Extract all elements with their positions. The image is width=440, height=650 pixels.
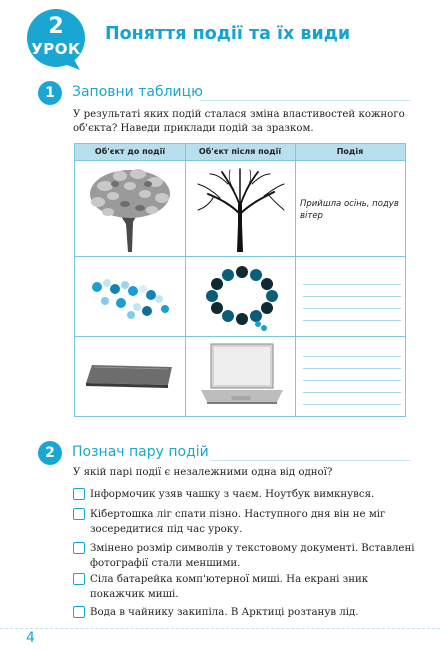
write-line: [303, 356, 401, 357]
option-checkbox[interactable]: [73, 488, 85, 500]
footer-divider: [0, 628, 440, 629]
closed-laptop-image: [80, 359, 180, 394]
option-checkbox[interactable]: [73, 606, 85, 618]
task1-divider: [200, 100, 410, 101]
lesson-badge: [22, 8, 90, 72]
table-header-after: Об'єкт після події: [198, 147, 282, 156]
option-checkbox[interactable]: [73, 573, 85, 585]
option-text: Змінено розмір символів у текстовому документі. Вставлені фотографії стали меншими.: [90, 543, 415, 569]
task1-text: У результаті яких подій сталася зміна властивостей кожного об'єкта? Наведи приклади подій за зразком.: [73, 109, 405, 134]
scattered-beads-image: [85, 269, 175, 324]
task2-title: Познач пару подій: [72, 444, 209, 460]
write-line: [303, 284, 401, 285]
lesson-word: УРОК: [31, 40, 81, 58]
task2-question: У якій парі події є незалежними одна від одної?: [73, 467, 333, 478]
events-table: [74, 143, 406, 417]
write-line: [303, 320, 401, 321]
option-checkbox[interactable]: [73, 508, 85, 520]
event-example: Прийшла осінь, подув вітер: [300, 199, 399, 221]
option-text: Сіла батарейка комп'ютерної миші. На екрані зник покажчик миші.: [90, 574, 369, 600]
table-divider: [185, 144, 186, 416]
write-line: [303, 296, 401, 297]
table-header-event: Подія: [336, 147, 364, 156]
write-line: [303, 368, 401, 369]
task2-number: 2: [38, 441, 62, 465]
task1-number: 1: [38, 81, 62, 105]
page-title: Поняття події та їх види: [105, 24, 351, 44]
option-text: Кібертошка ліг спати пізно. Наступного дня він не міг зосередитися під час уроку.: [90, 509, 386, 535]
open-laptop-image: [193, 340, 288, 410]
option-text: Інформочик узяв чашку з чаєм. Ноутбук вимкнувся.: [90, 489, 375, 500]
table-divider: [75, 336, 405, 337]
task1-title: Заповни таблицю: [72, 84, 203, 100]
page-number: 4: [26, 630, 35, 646]
table-header-before: Об'єкт до події: [94, 147, 166, 156]
table-divider: [75, 256, 405, 257]
table-divider: [75, 160, 405, 161]
write-line: [303, 404, 401, 405]
option-text: Вода в чайнику закипіла. В Арктиці розтанув лід.: [90, 607, 359, 618]
write-line: [303, 308, 401, 309]
write-line: [303, 392, 401, 393]
write-line: [303, 380, 401, 381]
option-checkbox[interactable]: [73, 542, 85, 554]
bare-tree-image: [190, 164, 290, 254]
lesson-number: 2: [48, 14, 64, 39]
bead-bracelet-image: [200, 262, 285, 332]
leafy-tree-image: [80, 164, 180, 254]
task2-divider: [210, 460, 410, 461]
table-divider: [295, 144, 296, 416]
